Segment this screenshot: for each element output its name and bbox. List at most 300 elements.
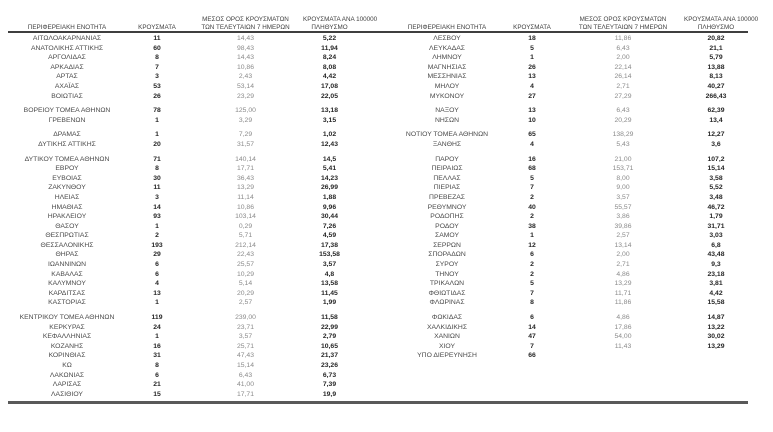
per-100k-value: 5,52 bbox=[709, 184, 723, 192]
table-row bbox=[392, 212, 748, 222]
cases-value: 1 bbox=[530, 54, 534, 62]
table-row bbox=[8, 92, 356, 102]
per-100k-value: 46,72 bbox=[707, 203, 725, 211]
avg-7day-value: 53,14 bbox=[236, 82, 254, 90]
table-row bbox=[392, 342, 748, 352]
avg-7day-value: 23,29 bbox=[236, 92, 254, 100]
table-row bbox=[8, 323, 356, 333]
row-group bbox=[8, 155, 356, 309]
avg-7day-value: 98,43 bbox=[236, 44, 254, 52]
row-group bbox=[392, 155, 748, 309]
table-row bbox=[8, 130, 356, 140]
table-row bbox=[392, 183, 748, 193]
cases-value: 7 bbox=[530, 184, 534, 192]
region-name: ΧΑΝΙΩΝ bbox=[434, 333, 460, 341]
table-header-row bbox=[392, 9, 759, 31]
avg-7day-value: 26,14 bbox=[614, 73, 632, 81]
per-100k-value: 3,48 bbox=[709, 193, 723, 201]
per-100k-value: 5,22 bbox=[322, 35, 337, 42]
avg-7day-value: 8,00 bbox=[616, 174, 630, 182]
table-row bbox=[8, 34, 356, 44]
avg-7day-value: 3,57 bbox=[616, 193, 630, 201]
cases-value: 30 bbox=[153, 174, 161, 182]
avg-7day-value: 55,57 bbox=[614, 203, 632, 211]
table-row bbox=[8, 53, 356, 63]
col-header-per100k bbox=[684, 16, 759, 31]
avg-7day-value: 6,43 bbox=[238, 371, 253, 379]
region-name: ΝΟΤΙΟΥ ΤΟΜΕΑ ΑΘΗΝΩΝ bbox=[405, 131, 489, 139]
per-100k-value: 153,58 bbox=[319, 251, 340, 259]
col-header-avg7-line1: ΜΕΣΟΣ ΟΡΟΣ ΚΡΟΥΣΜΑΤΩΝ bbox=[579, 16, 667, 24]
per-100k-value: 11,58 bbox=[321, 314, 338, 322]
cases-value: 60 bbox=[153, 44, 161, 52]
region-name: ΜΑΓΝΗΣΙΑΣ bbox=[427, 63, 467, 71]
region-name: ΔΥΤΙΚΟΥ ΤΟΜΕΑ ΑΘΗΝΩΝ bbox=[24, 155, 110, 163]
table-header-row bbox=[8, 9, 378, 31]
table-row bbox=[392, 298, 748, 308]
cases-value: 65 bbox=[528, 131, 536, 139]
avg-7day-value: 3,29 bbox=[238, 116, 253, 124]
table-row bbox=[392, 34, 748, 44]
avg-7day-value: 14,43 bbox=[236, 54, 254, 62]
per-100k-value: 30,02 bbox=[707, 333, 725, 341]
col-header-per100k-line1: ΚΡΟΥΣΜΑΤΑ ΑΝΑ 100000 bbox=[684, 16, 759, 24]
table-row bbox=[8, 44, 356, 54]
cases-value: 16 bbox=[153, 342, 161, 350]
region-name: ΠΕΙΡΑΙΩΣ bbox=[431, 165, 463, 173]
cases-value: 8 bbox=[530, 299, 534, 307]
table-row bbox=[392, 279, 748, 289]
header-divider-line bbox=[8, 31, 748, 33]
avg-7day-value: 25,71 bbox=[236, 342, 254, 350]
table-row bbox=[392, 53, 748, 63]
cases-value: 3 bbox=[155, 193, 159, 201]
table-row bbox=[8, 72, 356, 82]
table-row bbox=[8, 203, 356, 213]
per-100k-value: 1,99 bbox=[322, 299, 337, 307]
region-name: ΚΟΡΙΝΘΙΑΣ bbox=[48, 352, 86, 360]
per-100k-value: 20,82 bbox=[707, 35, 725, 42]
avg-7day-value: 2,71 bbox=[616, 261, 630, 269]
table-row bbox=[392, 203, 748, 213]
table-body-right bbox=[392, 34, 748, 361]
region-name: ΔΥΤΙΚΗΣ ΑΤΤΙΚΗΣ bbox=[38, 140, 96, 148]
per-100k-value: 40,27 bbox=[707, 82, 725, 90]
avg-7day-value: 212,14 bbox=[235, 241, 256, 249]
table-row bbox=[8, 380, 356, 390]
row-group bbox=[392, 106, 748, 125]
col-header-avg7 bbox=[188, 16, 303, 31]
avg-7day-value: 138,29 bbox=[612, 131, 634, 139]
table-left-half bbox=[8, 0, 378, 432]
cases-value: 4 bbox=[530, 140, 534, 148]
table-row bbox=[392, 231, 748, 241]
per-100k-value: 9,96 bbox=[322, 203, 337, 211]
avg-7day-value: 5,14 bbox=[238, 280, 253, 288]
cases-value: 13 bbox=[528, 107, 536, 115]
per-100k-value: 4,42 bbox=[709, 289, 723, 297]
per-100k-value: 23,18 bbox=[707, 270, 725, 278]
region-name: ΛΑΚΩΝΙΑΣ bbox=[49, 371, 85, 379]
avg-7day-value: 15,14 bbox=[236, 362, 254, 369]
region-name: ΡΕΘΥΜΝΟΥ bbox=[427, 203, 467, 211]
cases-value: 6 bbox=[155, 371, 159, 379]
cases-value: 5 bbox=[530, 280, 534, 288]
avg-7day-value: 103,14 bbox=[235, 213, 256, 221]
avg-7day-value: 2,43 bbox=[238, 73, 253, 81]
avg-7day-value: 2,57 bbox=[238, 299, 253, 307]
per-100k-value: 8,13 bbox=[709, 73, 723, 81]
avg-7day-value: 5,43 bbox=[616, 140, 630, 148]
table-row bbox=[392, 323, 748, 333]
region-name: ΘΕΣΠΡΩΤΙΑΣ bbox=[45, 232, 89, 240]
region-name: ΠΑΡΟΥ bbox=[435, 155, 459, 163]
avg-7day-value: 22,43 bbox=[236, 251, 254, 259]
cases-value: 3 bbox=[155, 73, 159, 81]
avg-7day-value: 20,29 bbox=[236, 289, 254, 297]
per-100k-value: 14,87 bbox=[707, 314, 725, 322]
table-row bbox=[8, 155, 356, 165]
region-name: ΝΗΣΩΝ bbox=[434, 116, 459, 124]
region-name: ΚΑΣΤΟΡΙΑΣ bbox=[48, 299, 86, 307]
per-100k-value: 21,1 bbox=[709, 44, 723, 52]
per-100k-value: 17,38 bbox=[320, 241, 338, 249]
avg-7day-value: 25,57 bbox=[236, 261, 254, 269]
cases-value: 26 bbox=[528, 63, 536, 71]
per-100k-value: 13,29 bbox=[707, 342, 725, 350]
region-name: ΣΥΡΟΥ bbox=[435, 261, 459, 269]
avg-7day-value: 27,29 bbox=[614, 92, 632, 100]
per-100k-value: 26,99 bbox=[320, 184, 338, 192]
table-row bbox=[8, 313, 356, 323]
table-row bbox=[8, 342, 356, 352]
avg-7day-value: 36,43 bbox=[236, 174, 254, 182]
cases-value: 10 bbox=[528, 116, 536, 124]
table-row bbox=[392, 174, 748, 184]
per-100k-value: 1,79 bbox=[709, 213, 723, 221]
region-name: ΑΡΤΑΣ bbox=[56, 73, 78, 81]
table-row bbox=[392, 241, 748, 251]
avg-7day-value: 140,14 bbox=[235, 155, 256, 163]
cases-value: 27 bbox=[528, 92, 536, 100]
col-header-per100k-line1: ΚΡΟΥΣΜΑΤΑ ΑΝΑ 100000 bbox=[303, 16, 378, 24]
cases-value: 66 bbox=[528, 352, 536, 360]
region-name: ΚΟΖΑΝΗΣ bbox=[50, 342, 84, 350]
per-100k-value: 5,79 bbox=[709, 54, 723, 62]
cases-value: 47 bbox=[528, 333, 536, 341]
region-name: ΧΙΟΥ bbox=[438, 342, 456, 350]
per-100k-value: 4,42 bbox=[322, 73, 337, 81]
region-name: ΣΠΟΡΑΔΩΝ bbox=[428, 251, 466, 259]
table-row bbox=[8, 140, 356, 150]
region-name: ΦΛΩΡΙΝΑΣ bbox=[429, 299, 465, 307]
region-name: ΑΙΤΩΛΟΑΚΑΡΝΑΝΙΑΣ bbox=[32, 35, 102, 42]
table-row bbox=[8, 250, 356, 260]
col-header-per100k-line2: ΠΛΗΘΥΣΜΟ bbox=[697, 23, 735, 31]
region-name: ΜΗΛΟΥ bbox=[434, 82, 460, 90]
per-100k-value: 11,45 bbox=[321, 289, 338, 297]
table-row bbox=[8, 351, 356, 361]
table-row bbox=[8, 63, 356, 73]
per-100k-value: 14,5 bbox=[322, 155, 337, 163]
avg-7day-value: 7,29 bbox=[238, 131, 253, 139]
row-group bbox=[8, 313, 356, 399]
table-row bbox=[8, 371, 356, 381]
cases-value: 7 bbox=[530, 289, 534, 297]
region-name: ΚΕΝΤΡΙΚΟΥ ΤΟΜΕΑ ΑΘΗΝΩΝ bbox=[19, 314, 115, 322]
cases-value: 1 bbox=[155, 299, 159, 307]
per-100k-value: 30,44 bbox=[320, 213, 338, 221]
region-name: ΒΟΡΕΙΟΥ ΤΟΜΕΑ ΑΘΗΝΩΝ bbox=[23, 107, 111, 115]
cases-value: 1 bbox=[155, 333, 159, 341]
per-100k-value: 9,3 bbox=[711, 261, 721, 269]
avg-7day-value: 54,00 bbox=[614, 333, 632, 341]
avg-7day-value: 11,43 bbox=[614, 342, 632, 350]
per-100k-value: 14,23 bbox=[320, 174, 338, 182]
per-100k-value: 6,73 bbox=[322, 371, 337, 379]
avg-7day-value: 2,00 bbox=[616, 54, 630, 62]
table-row bbox=[8, 289, 356, 299]
avg-7day-value: 2,71 bbox=[616, 82, 630, 90]
per-100k-value: 3,58 bbox=[709, 174, 723, 182]
region-name: ΠΡΕΒΕΖΑΣ bbox=[429, 193, 465, 201]
region-name: ΑΧΑΪΑΣ bbox=[54, 82, 80, 90]
region-name: ΤΗΝΟΥ bbox=[435, 270, 459, 278]
per-100k-value: 7,26 bbox=[322, 222, 337, 230]
cases-value: 16 bbox=[528, 155, 536, 163]
per-100k-value: 11,94 bbox=[321, 44, 338, 52]
cases-value: 8 bbox=[155, 362, 159, 369]
cases-value: 12 bbox=[528, 241, 536, 249]
region-name: ΛΗΜΝΟΥ bbox=[432, 54, 462, 62]
region-name: ΛΕΣΒΟΥ bbox=[433, 35, 461, 42]
per-100k-value: 12,43 bbox=[320, 140, 338, 148]
per-100k-value: 8,24 bbox=[322, 54, 337, 62]
table-row bbox=[392, 155, 748, 165]
avg-7day-value: 11,71 bbox=[614, 289, 632, 297]
table-row bbox=[392, 63, 748, 73]
table-bottom-border bbox=[8, 401, 748, 404]
region-name: ΠΙΕΡΙΑΣ bbox=[433, 184, 461, 192]
avg-7day-value: 13,14 bbox=[614, 241, 632, 249]
cases-value: 14 bbox=[528, 323, 536, 331]
row-group bbox=[392, 130, 748, 149]
table-row bbox=[392, 270, 748, 280]
table-row bbox=[392, 130, 748, 140]
avg-7day-value: 9,00 bbox=[616, 184, 630, 192]
cases-value: 29 bbox=[153, 251, 161, 259]
region-name: ΚΑΛΥΜΝΟΥ bbox=[48, 280, 86, 288]
table-row bbox=[392, 44, 748, 54]
col-header-avg7-line1: ΜΕΣΟΣ ΟΡΟΣ ΚΡΟΥΣΜΑΤΩΝ bbox=[202, 16, 289, 24]
avg-7day-value: 41,00 bbox=[236, 381, 254, 389]
region-name: ΜΕΣΣΗΝΙΑΣ bbox=[427, 73, 467, 81]
cases-value: 13 bbox=[528, 73, 536, 81]
region-name: ΓΡΕΒΕΝΩΝ bbox=[48, 116, 86, 124]
region-name: ΕΒΡΟΥ bbox=[55, 165, 79, 173]
region-name: ΚΕΡΚΥΡΑΣ bbox=[49, 323, 85, 331]
cases-value: 11 bbox=[153, 184, 161, 192]
per-100k-value: 43,48 bbox=[707, 251, 725, 259]
col-header-avg7-line2: ΤΩΝ ΤΕΛΕΥΤΑΙΩΝ 7 ΗΜΕΡΩΝ bbox=[201, 23, 290, 31]
table-row bbox=[392, 164, 748, 174]
per-100k-value bbox=[684, 351, 748, 361]
cases-value: 18 bbox=[528, 35, 536, 42]
per-100k-value: 13,4 bbox=[709, 116, 723, 124]
per-100k-value: 8,08 bbox=[322, 63, 337, 71]
table-row bbox=[8, 106, 356, 116]
row-group bbox=[8, 34, 356, 101]
cases-value: 2 bbox=[530, 193, 534, 201]
col-header-avg7-line2: ΤΩΝ ΤΕΛΕΥΤΑΙΩΝ 7 ΗΜΕΡΩΝ bbox=[578, 23, 668, 31]
per-100k-value: 1,02 bbox=[322, 131, 337, 139]
cases-value: 24 bbox=[153, 323, 161, 331]
avg-7day-value: 5,71 bbox=[238, 232, 253, 240]
cases-value: 11 bbox=[153, 35, 161, 42]
row-group bbox=[8, 106, 356, 125]
table-row bbox=[392, 222, 748, 232]
table-row bbox=[8, 260, 356, 270]
region-name: ΜΥΚΟΝΟΥ bbox=[429, 92, 465, 100]
avg-7day-value: 6,43 bbox=[616, 107, 630, 115]
cases-value: 6 bbox=[155, 261, 159, 269]
avg-7day-value: 10,86 bbox=[236, 203, 254, 211]
cases-value: 78 bbox=[153, 107, 161, 115]
cases-value: 38 bbox=[528, 222, 536, 230]
avg-7day-value: 4,86 bbox=[616, 270, 630, 278]
table-row bbox=[8, 332, 356, 342]
per-100k-value: 23,26 bbox=[320, 362, 338, 369]
region-name: ΧΑΛΚΙΔΙΚΗΣ bbox=[426, 323, 468, 331]
avg-7day-value: 23,71 bbox=[236, 323, 254, 331]
per-100k-value: 107,2 bbox=[707, 155, 725, 163]
table-row bbox=[392, 72, 748, 82]
cases-value: 20 bbox=[153, 140, 161, 148]
cases-value: 21 bbox=[153, 381, 161, 389]
table-row bbox=[8, 231, 356, 241]
cases-value: 8 bbox=[155, 165, 159, 173]
region-name: ΝΑΞΟΥ bbox=[435, 107, 459, 115]
region-name: ΖΑΚΥΝΘΟΥ bbox=[48, 184, 86, 192]
avg-7day-value: 125,00 bbox=[235, 107, 256, 115]
cases-value: 8 bbox=[155, 54, 159, 62]
per-100k-value: 266,43 bbox=[705, 92, 727, 100]
region-name: ΘΕΣΣΑΛΟΝΙΚΗΣ bbox=[40, 241, 94, 249]
cases-value: 1 bbox=[155, 131, 159, 139]
per-100k-value: 5,41 bbox=[322, 165, 337, 173]
cases-value: 119 bbox=[151, 314, 163, 322]
table-row bbox=[392, 92, 748, 102]
table-right-half bbox=[392, 0, 759, 432]
avg-7day-value: 17,71 bbox=[236, 390, 254, 398]
per-100k-value: 6,8 bbox=[711, 241, 721, 249]
table-row bbox=[392, 289, 748, 299]
avg-7day-value: 10,29 bbox=[236, 270, 254, 278]
cases-value: 68 bbox=[528, 165, 536, 173]
cases-value: 71 bbox=[153, 155, 161, 163]
avg-7day-value: 39,86 bbox=[614, 222, 632, 230]
table-row bbox=[8, 212, 356, 222]
cases-value: 1 bbox=[155, 116, 159, 124]
table-row bbox=[392, 260, 748, 270]
avg-7day-value: 239,00 bbox=[235, 314, 256, 322]
avg-7day-value: 2,00 bbox=[616, 251, 630, 259]
avg-7day-value: 0,29 bbox=[238, 222, 253, 230]
region-name: ΚΑΡΔΙΤΣΑΣ bbox=[48, 289, 86, 297]
cases-value: 2 bbox=[530, 270, 534, 278]
region-name: ΣΕΡΡΩΝ bbox=[433, 241, 461, 249]
region-name: ΙΩΑΝΝΙΝΩΝ bbox=[47, 261, 87, 269]
table-row bbox=[392, 313, 748, 323]
per-100k-value: 19,9 bbox=[322, 390, 337, 398]
per-100k-value: 22,05 bbox=[320, 92, 338, 100]
region-name: ΗΛΕΙΑΣ bbox=[54, 193, 80, 201]
region-name: ΗΜΑΘΙΑΣ bbox=[51, 203, 83, 211]
cases-value: 7 bbox=[530, 342, 534, 350]
avg-7day-value: 6,43 bbox=[616, 44, 630, 52]
cases-value: 4 bbox=[530, 82, 534, 90]
col-header-region: ΠΕΡΙΦΕΡΕΙΑΚΗ ΕΝΟΤΗΤΑ bbox=[27, 23, 107, 31]
per-100k-value: 21,37 bbox=[320, 352, 338, 360]
cases-value: 2 bbox=[155, 232, 159, 240]
cases-value: 93 bbox=[153, 213, 161, 221]
per-100k-value: 4,8 bbox=[324, 270, 335, 278]
col-header-cases: ΚΡΟΥΣΜΑΤΑ bbox=[138, 23, 176, 31]
per-100k-value: 13,58 bbox=[320, 280, 338, 288]
table-row bbox=[392, 82, 748, 92]
cases-value: 4 bbox=[155, 280, 159, 288]
avg-7day-value: 10,86 bbox=[236, 63, 254, 71]
row-group bbox=[392, 313, 748, 361]
cases-value: 31 bbox=[153, 352, 161, 360]
table-row bbox=[392, 332, 748, 342]
region-name: ΥΠΟ ΔΙΕΡΕΥΝΗΣΗ bbox=[417, 352, 477, 360]
cases-value: 13 bbox=[153, 289, 161, 297]
table-row bbox=[392, 351, 748, 361]
region-name: ΘΗΡΑΣ bbox=[55, 251, 79, 259]
row-group bbox=[8, 130, 356, 149]
table-row bbox=[8, 361, 356, 371]
cases-value: 2 bbox=[530, 261, 534, 269]
region-name: ΠΕΛΛΑΣ bbox=[433, 174, 461, 182]
avg-7day-value: 14,43 bbox=[236, 35, 254, 42]
per-100k-value: 13,18 bbox=[320, 107, 338, 115]
per-100k-value: 3,6 bbox=[711, 140, 721, 148]
region-name: ΔΡΑΜΑΣ bbox=[53, 131, 81, 139]
cases-value: 53 bbox=[153, 82, 161, 90]
table-row bbox=[8, 82, 356, 92]
avg-7day-value: 11,86 bbox=[614, 35, 632, 42]
table-row bbox=[8, 222, 356, 232]
avg-7day-value: 21,00 bbox=[614, 155, 632, 163]
region-name: ΣΑΜΟΥ bbox=[435, 232, 459, 240]
cases-value: 2 bbox=[530, 213, 534, 221]
table-row bbox=[8, 183, 356, 193]
avg-7day-value bbox=[562, 351, 684, 361]
per-100k-value: 22,99 bbox=[320, 323, 338, 331]
table-row bbox=[8, 241, 356, 251]
row-group bbox=[392, 34, 748, 101]
col-header-per100k bbox=[303, 16, 378, 31]
avg-7day-value: 13,29 bbox=[614, 280, 632, 288]
table-row bbox=[392, 193, 748, 203]
table-row bbox=[392, 140, 748, 150]
cases-value: 1 bbox=[530, 232, 534, 240]
per-100k-value: 10,65 bbox=[320, 342, 338, 350]
avg-7day-value: 11,14 bbox=[237, 193, 254, 201]
table-row bbox=[8, 279, 356, 289]
region-name: ΘΑΣΟΥ bbox=[55, 222, 79, 230]
